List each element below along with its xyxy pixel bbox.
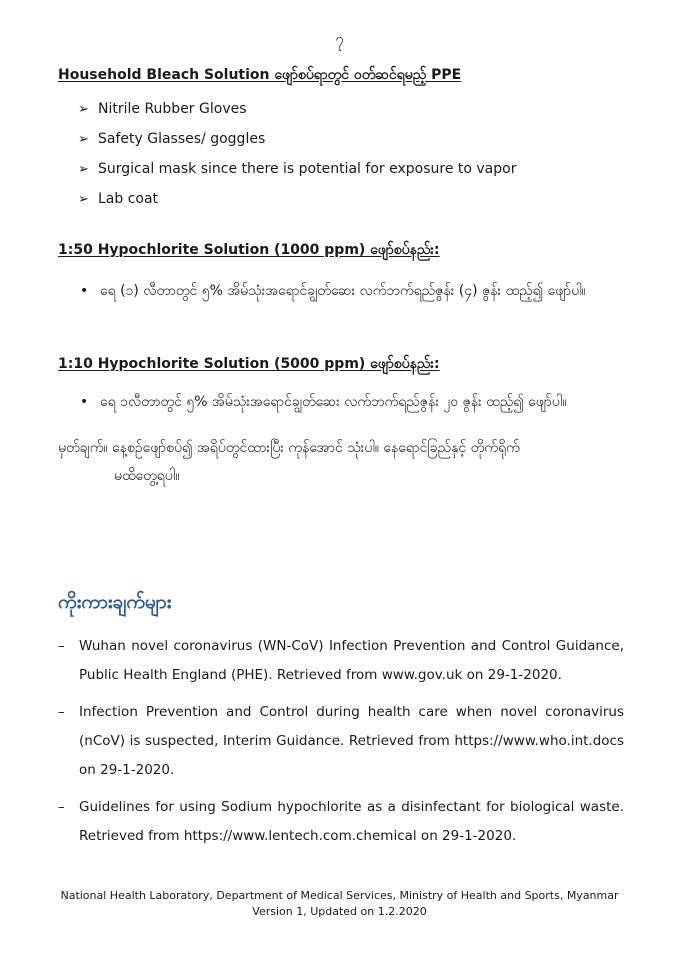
solution-1-10-instruction <box>82 388 627 416</box>
arrow-icon: ➢ <box>78 132 89 147</box>
footer-line-2: Version 1, Updated on 1.2.2020 <box>252 905 427 918</box>
instruction-text: ရေ ၁လီတာတွင် ၅% အိမ်သုံးအရောင်ချွတ်ဆေး လက်ဘက်ရည်ဇွန်း ၂၀ ဇွန်း ထည့်၍ ဖျော်ပါ။ <box>100 394 567 410</box>
ppe-item-text: Nitrile Rubber Gloves <box>98 101 247 117</box>
solution-1-50-instruction <box>82 277 627 305</box>
reference-text: Wuhan novel coronavirus (WN-CoV) Infection Prevention and Control Guidance, Public Health England (PHE). Retrieved from www.gov.uk on 29-1-2020. <box>79 638 624 683</box>
footer <box>0 888 679 920</box>
dash-marker: – <box>58 704 65 720</box>
reference-item <box>58 698 624 785</box>
list-item <box>78 97 516 127</box>
note-block <box>58 434 628 490</box>
arrow-icon: ➢ <box>78 162 89 177</box>
list-item <box>78 187 516 217</box>
reference-text: Guidelines for using Sodium hypochlorite as a disinfectant for biological waste. Retrieved from https://www.lentech.com.chemical on 29-1-2020. <box>79 799 624 844</box>
footer-line-1: National Health Laboratory, Department of Medical Services, Ministry of Health and Sports, Myanmar <box>60 889 619 902</box>
dash-marker: – <box>58 799 65 815</box>
references-title: ကိုးကားချက်များ <box>58 591 172 613</box>
ppe-item-text: Lab coat <box>98 191 159 207</box>
list-item <box>78 127 516 157</box>
reference-text: Infection Prevention and Control during health care when novel coronavirus (nCoV) is suspected, Interim Guidance. Retrieved from https://www.who.int.docs on 29-1-2020. <box>79 704 624 778</box>
instruction-text: ရေ (၁) လီတာတွင် ၅% အိမ်သုံးအရောင်ချွတ်ဆေး လက်ဘက်ရည်ဇွန်း (၄) ဇွန်း ထည့်၍ ဖျော်ပါ။ <box>100 283 586 299</box>
dash-marker: – <box>58 638 65 654</box>
arrow-icon: ➢ <box>78 102 89 117</box>
ppe-item-text: Surgical mask since there is potential for exposure to vapor <box>98 161 517 177</box>
note-line-2: မထိတွေ့ရပါ။ <box>114 468 180 484</box>
ppe-item-text: Safety Glasses/ goggles <box>98 131 266 147</box>
reference-item <box>58 632 624 690</box>
solution-1-50-heading: 1:50 Hypochlorite Solution (1000 ppm) ဖျော်စပ်နည်း: <box>58 242 440 258</box>
references-list <box>58 632 624 859</box>
ppe-heading: Household Bleach Solution ဖျော်စပ်ရာတွင် ဝတ်ဆင်ရမည့် PPE <box>58 67 462 83</box>
reference-item <box>58 793 624 851</box>
list-item <box>78 157 516 187</box>
note-line-1: မှတ်ချက်။ နေ့စဉ်ဖျော်စပ်၍ အရိပ်တွင်ထားပြီး ကုန်အောင် သုံးပါ။ နေရောင်ခြည်နှင့် တိုက်ရိုက် <box>58 440 520 456</box>
bullet-dot-icon: • <box>80 394 89 410</box>
ppe-list <box>78 97 516 217</box>
solution-1-10-heading: 1:10 Hypochlorite Solution (5000 ppm) ဖျော်စပ်နည်း: <box>58 356 440 372</box>
arrow-icon: ➢ <box>78 192 89 207</box>
bullet-dot-icon: • <box>80 283 89 299</box>
page-number: ၇ <box>335 30 344 48</box>
